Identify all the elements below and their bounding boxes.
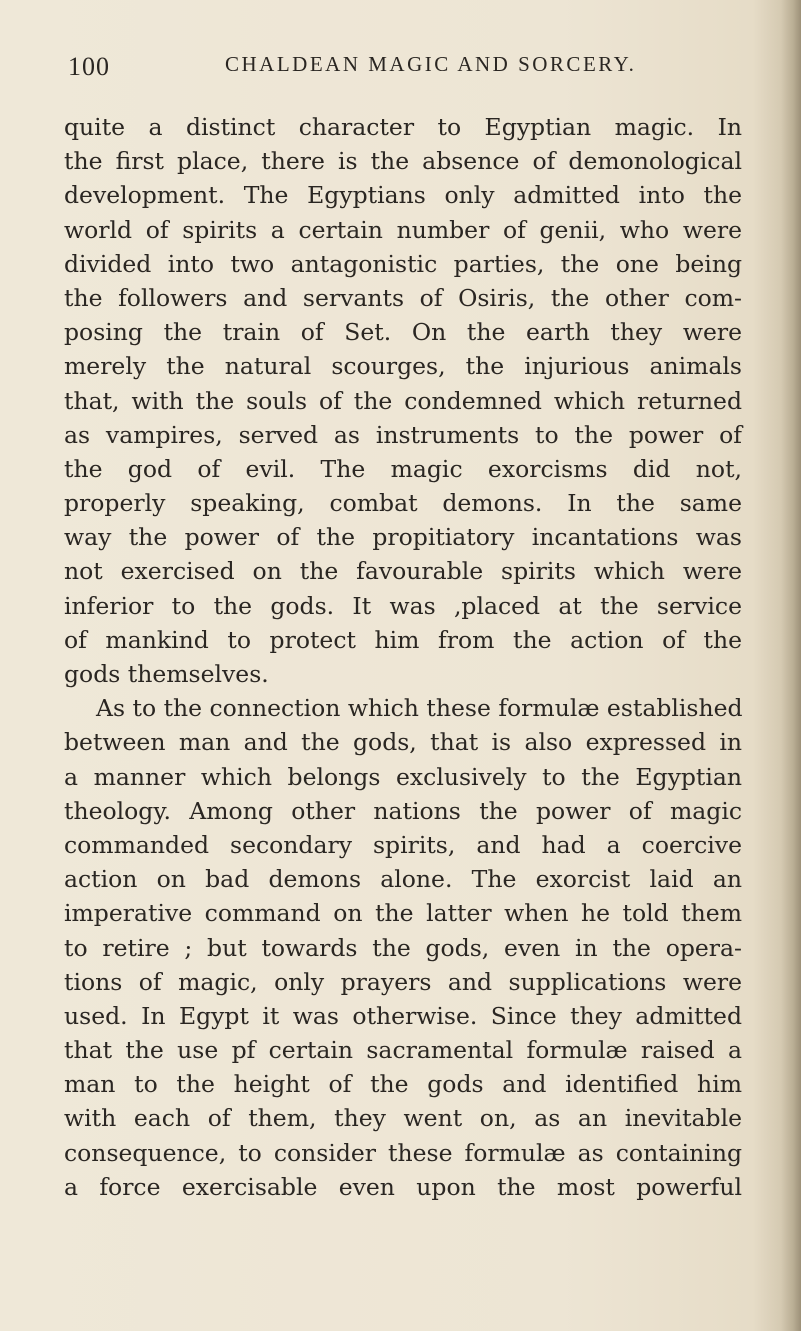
text-line: properly speaking, combat demons. In the same [64, 489, 742, 518]
text-line: as vampires, served as instruments to the power of [64, 420, 742, 449]
text-line: the god of evil. The magic exorcisms did not, [64, 454, 742, 483]
text-line: not exercised on the favourable spirits which were [64, 557, 742, 586]
text-line: action on bad demons alone. The exorcist laid an [64, 865, 742, 894]
text-line: consequence, to consider these formulæ as containing [64, 1138, 742, 1167]
text-line: the followers and servants of Osiris, the other com- [64, 283, 742, 312]
text-line: of mankind to protect him from the action of the [64, 625, 742, 654]
text-line: quite a distinct character to Egyptian magic. In [64, 113, 742, 141]
body-text [64, 110, 742, 1204]
paragraph-end-line: gods themselves. [64, 660, 269, 688]
text-line: with each of them, they went on, as an inevitable [64, 1104, 742, 1133]
page-edge-shadow [781, 0, 801, 1331]
text-line: inferior to the gods. It was ,placed at the service [64, 591, 742, 620]
text-line: that, with the souls of the condemned which returned [64, 386, 742, 415]
text-line: tions of magic, only prayers and supplications were [64, 967, 742, 996]
text-line: development. The Egyptians only admitted into the [64, 181, 742, 210]
page-number: 100 [68, 52, 110, 81]
text-line: imperative command on the latter when he told them [64, 899, 742, 928]
running-title: CHALDEAN MAGIC AND SORCERY. [225, 52, 637, 76]
text-line: a manner which belongs exclusively to the Egyptian [64, 762, 742, 791]
text-line: posing the train of Set. On the earth they were [64, 318, 742, 347]
text-line: the first place, there is the absence of demonological [64, 147, 742, 176]
text-line: world of spirits a certain number of genii, who were [64, 215, 742, 244]
text-line: between man and the gods, that is also expressed in [64, 728, 742, 757]
text-line: theology. Among other nations the power of magic [64, 796, 742, 825]
text-line: way the power of the propitiatory incantations was [64, 523, 742, 552]
text-line: divided into two antagonistic parties, the one being [64, 249, 742, 278]
text-line: merely the natural scourges, the injurious animals [64, 352, 742, 381]
text-line: used. In Egypt it was otherwise. Since they admitted [64, 1001, 742, 1030]
text-line: a force exercisable even upon the most powerful [64, 1172, 742, 1201]
text-line: that the use pf certain sacramental formulæ raised a [64, 1036, 742, 1065]
text-line: man to the height of the gods and identified him [64, 1070, 742, 1099]
page-header [0, 52, 801, 88]
text-line: to retire ; but towards the gods, even in the opera- [64, 933, 742, 962]
paragraph-start-line: As to the connection which these formulæ established [96, 694, 743, 723]
text-line: commanded secondary spirits, and had a coercive [64, 830, 742, 859]
